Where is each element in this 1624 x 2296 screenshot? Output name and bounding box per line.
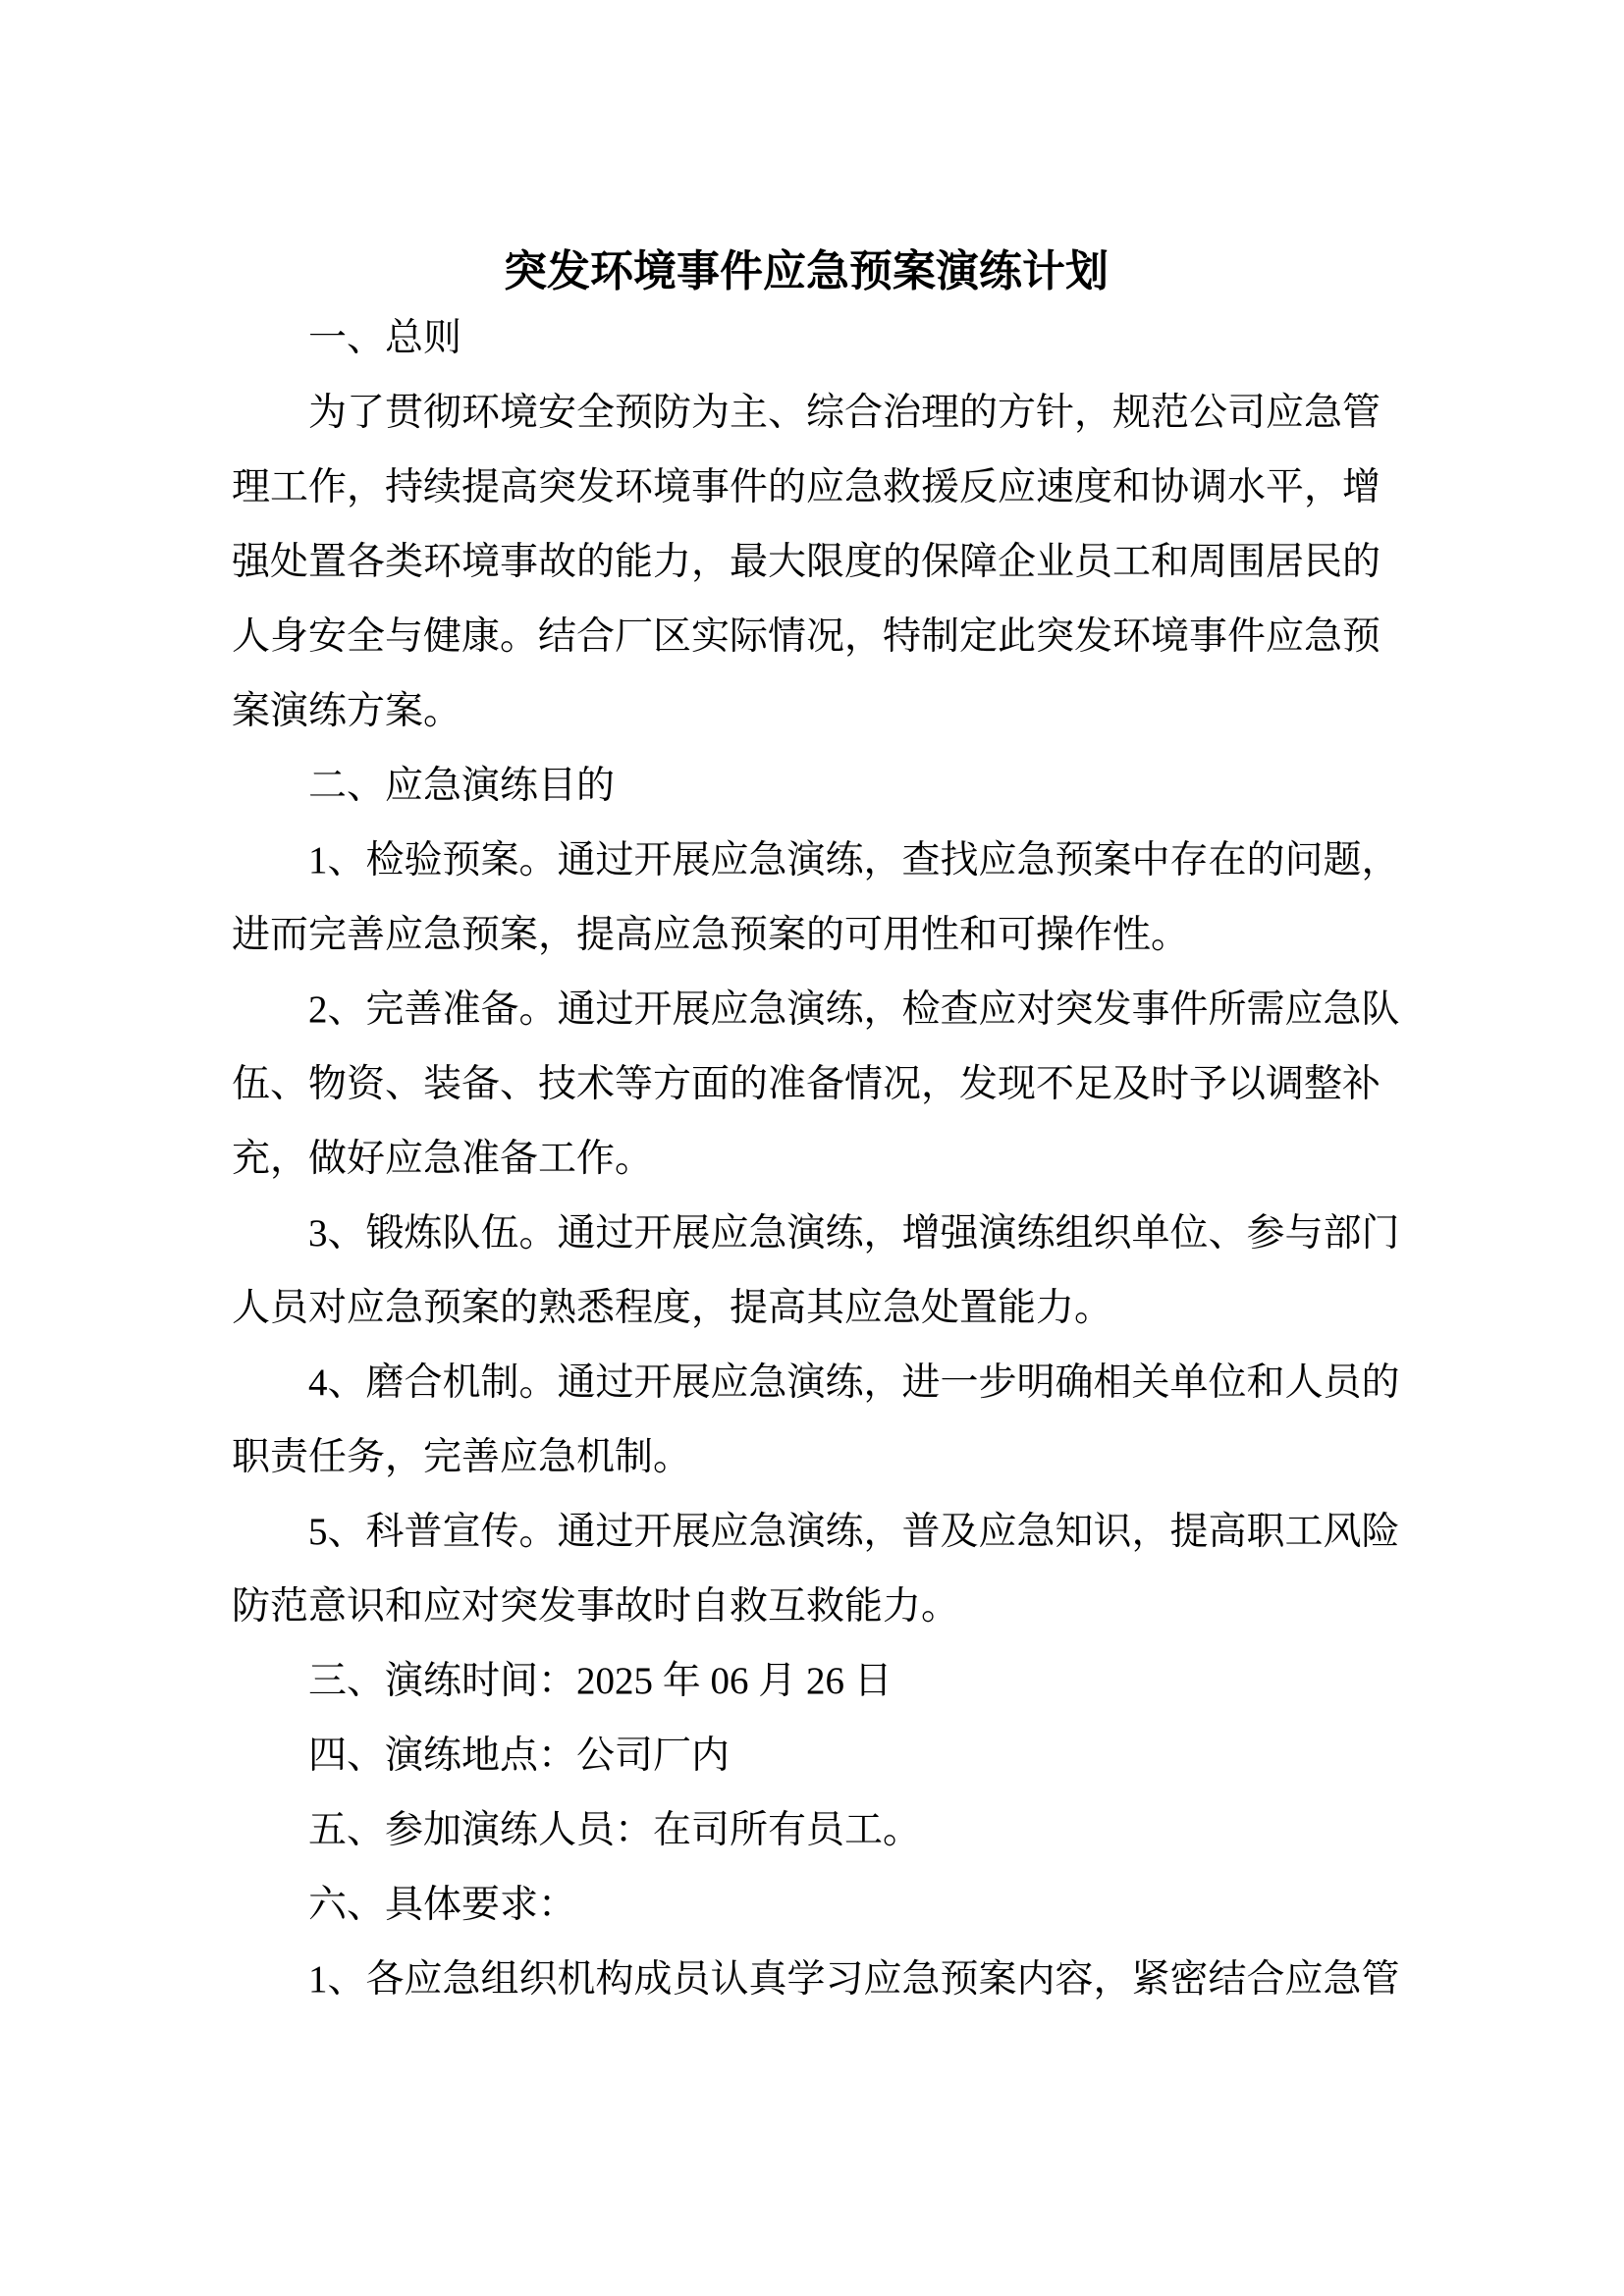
list-item-line: 4、磨合机制。通过开展应急演练，进一步明确相关单位和人员的 — [308, 1362, 1400, 1404]
paragraph-line: 充，做好应急准备工作。 — [232, 1138, 654, 1180]
paragraph-line: 防范意识和应对突发事故时自救互救能力。 — [232, 1585, 960, 1628]
list-item-line: 1、各应急组织机构成员认真学习应急预案内容，紧密结合应急管 — [308, 1958, 1400, 2001]
paragraph-line: 职责任务，完善应急机制。 — [232, 1436, 692, 1478]
paragraph-line: 案演练方案。 — [232, 690, 462, 732]
paragraph-line: 进而完善应急预案，提高应急预案的可用性和可操作性。 — [232, 914, 1190, 956]
list-item-line: 5、科普宣传。通过开展应急演练，普及应急知识，提高职工风险 — [308, 1511, 1400, 1553]
paragraph-line: 理工作，持续提高突发环境事件的应急救援反应速度和协调水平，增 — [232, 466, 1381, 508]
document-title: 突发环境事件应急预案演练计划 — [504, 247, 1109, 295]
paragraph-line: 伍、物资、装备、技术等方面的准备情况，发现不足及时予以调整补 — [232, 1063, 1381, 1105]
paragraph-line: 为了贯彻环境安全预防为主、综合治理的方针，规范公司应急管 — [308, 392, 1381, 434]
section-heading-line: 五、参加演练人员：在司所有员工。 — [308, 1809, 922, 1851]
paragraph-line: 人员对应急预案的熟悉程度，提高其应急处置能力。 — [232, 1287, 1113, 1329]
section-heading-line: 二、应急演练目的 — [308, 765, 616, 807]
paragraph-line: 人身安全与健康。结合厂区实际情况，特制定此突发环境事件应急预 — [232, 615, 1381, 658]
list-item-line: 2、完善准备。通过开展应急演练，检查应对突发事件所需应急队 — [308, 988, 1400, 1031]
document-body — [232, 301, 1400, 2017]
list-item-line: 1、检验预案。通过开展应急演练，查找应急预案中存在的问题， — [308, 839, 1400, 881]
list-item-line: 3、锻炼队伍。通过开展应急演练，增强演练组织单位、参与部门 — [308, 1212, 1400, 1255]
section-heading-line: 四、演练地点：公司厂内 — [308, 1735, 731, 1777]
section-heading-line: 一、总则 — [308, 317, 462, 359]
section-heading-line: 六、具体要求： — [308, 1884, 577, 1926]
section-heading-line: 三、演练时间：2025 年 06 月 26 日 — [308, 1660, 893, 1702]
document-content — [232, 235, 1400, 2017]
paragraph-line: 强处置各类环境事故的能力，最大限度的保障企业员工和周围居民的 — [232, 541, 1381, 583]
